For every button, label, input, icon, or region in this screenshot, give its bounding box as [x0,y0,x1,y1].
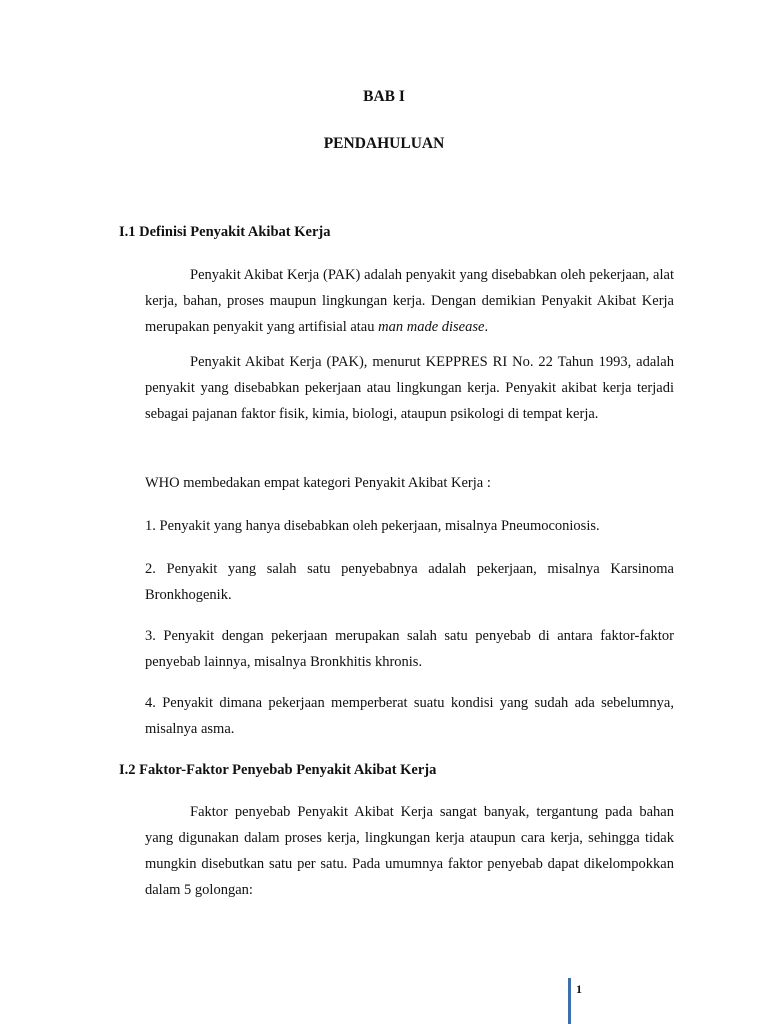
section-2-title: I.2 Faktor-Faktor Penyebab Penyakit Akibat Kerja [119,762,437,778]
chapter-title: PENDAHULUAN [323,135,445,152]
section-2-paragraph-1: Faktor penyebab Penyakit Akibat Kerja sangat banyak, tergantung pada bahan yang digunakan dalam proses kerja, lingkungan kerja ataupun cara kerja, sehingga tidak mungkin disebutkan satu per satu. Pada umumnya faktor penyebab dapat dikelompokkan dalam 5 golongan: [145,804,674,898]
category-item-3: 3. Penyakit dengan pekerjaan merupakan salah satu penyebab di antara faktor-faktor penyebab lainnya, misalnya Bronkhitis khronis. [145,628,674,670]
page-number-bar [568,978,571,1024]
section-1-paragraph-2: Penyakit Akibat Kerja (PAK), menurut KEPPRES RI No. 22 Tahun 1993, adalah penyakit yang disebabkan pekerjaan atau lingkungan kerja. Penyakit akibat kerja terjadi sebagai pajanan faktor fisik, kimia, biologi, ataupun psikologi di tempat kerja. [145,354,674,422]
category-item-4: 4. Penyakit dimana pekerjaan memperberat suatu kondisi yang sudah ada sebelumnya, misalnya asma. [145,695,674,737]
section-1-title: I.1 Definisi Penyakit Akibat Kerja [119,224,331,240]
who-intro: WHO membedakan empat kategori Penyakit Akibat Kerja : [145,475,491,491]
section-1-paragraph-1-text: Penyakit Akibat Kerja (PAK) adalah penyakit yang disebabkan oleh pekerjaan, alat kerja, bahan, proses maupun lingkungan kerja. Dengan demikian Penyakit Akibat Kerja merupakan penyakit yang artifisial atau [145,267,674,335]
category-item-2: 2. Penyakit yang salah satu penyebabnya adalah pekerjaan, misalnya Karsinoma Bronkhogenik. [145,561,674,603]
page-number: 1 [576,982,582,996]
section-1-paragraph-1-end: . [484,319,489,335]
italic-term: man made disease [378,319,485,335]
chapter-heading: BAB I [363,88,405,105]
section-1-paragraph-1 [145,262,674,340]
category-item-1: 1. Penyakit yang hanya disebabkan oleh pekerjaan, misalnya Pneumoconiosis. [145,518,600,534]
